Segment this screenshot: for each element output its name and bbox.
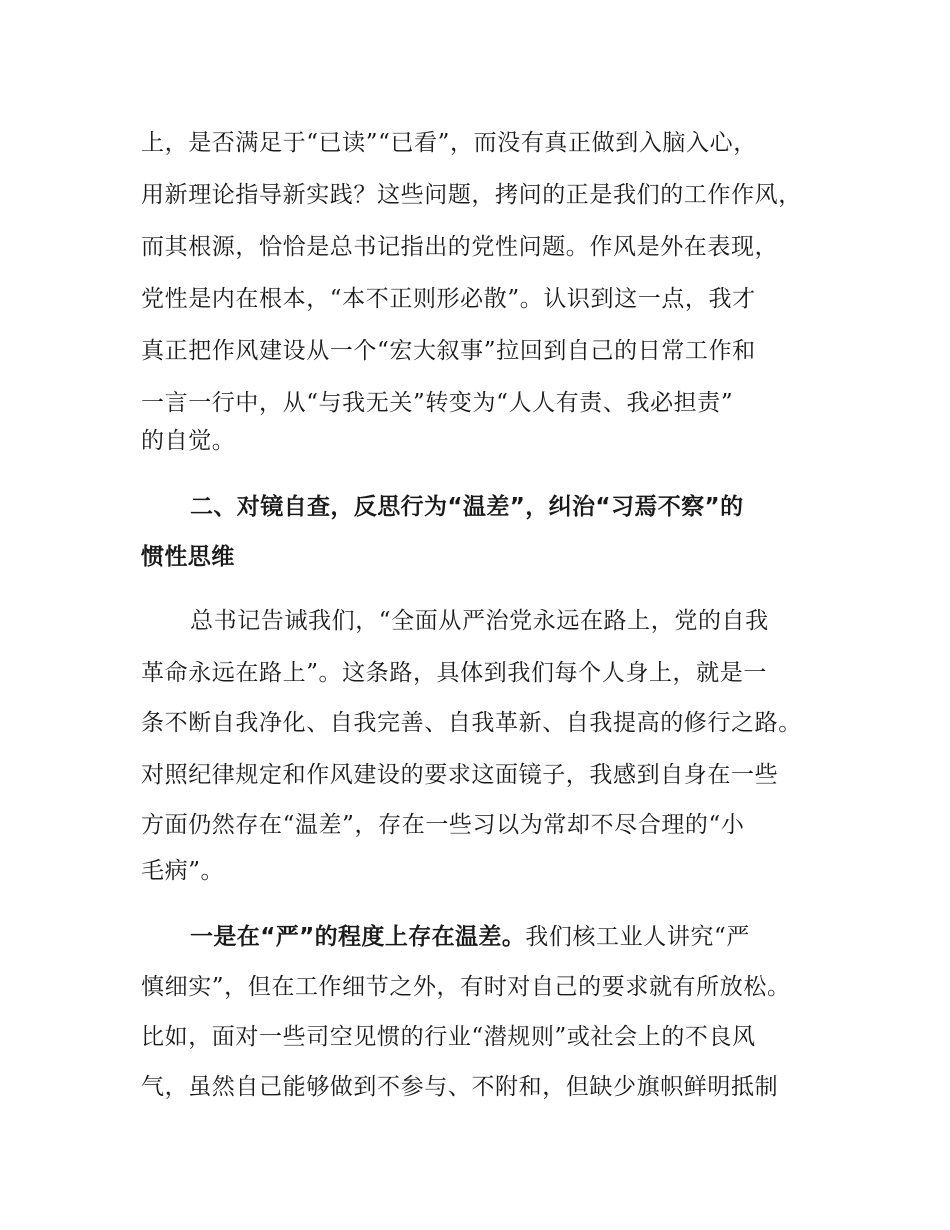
paragraph-line: 而其根源，恰恰是总书记指出的党性问题。作风是外在表现，	[141, 234, 779, 260]
paragraph-line-rest: 我们核工业人讲究“严	[525, 924, 750, 950]
section-heading: 惯性思维	[141, 544, 235, 570]
paragraph-line: 上，是否满足于“已读”“已看”，而没有真正做到入脑入心，	[141, 130, 757, 156]
paragraph-line: 气，虽然自己能够做到不参与、不附和，但缺少旗帜鲜明抵制	[141, 1074, 779, 1100]
paragraph-line: 条不断自我净化、自我完善、自我革新、自我提高的修行之路。	[141, 710, 802, 736]
paragraph-line: 真正把作风建设从一个“宏大叙事”拉回到自己的日常工作和	[141, 338, 756, 364]
paragraph-line: 党性是内在根本，“本不正则形必散”。认识到这一点，我才	[141, 286, 756, 312]
paragraph-line: 方面仍然存在“温差”，存在一些习以为常却不尽合理的“小	[141, 812, 745, 838]
paragraph-lead-bold: 一是在“严”的程度上存在温差。	[190, 924, 526, 950]
paragraph-line: 用新理论指导新实践？这些问题，拷问的正是我们的工作作风，	[141, 182, 802, 208]
paragraph-line: 一言一行中，从“与我无关”转变为“人人有责、我必担责”	[141, 390, 734, 416]
paragraph-first-line	[190, 922, 750, 952]
paragraph-line: 慎细实”，但在工作细节之外，有时对自己的要求就有所放松。	[141, 974, 791, 1000]
paragraph-line: 的自觉。	[141, 428, 236, 454]
paragraph-line: 对照纪律规定和作风建设的要求这面镜子，我感到自身在一些	[141, 762, 779, 788]
section-heading: 二、对镜自查，反思行为“温差”，纠治“习焉不察”的	[190, 494, 744, 520]
paragraph-line: 毛病”。	[141, 858, 225, 884]
paragraph-line: 比如，面对一些司空见惯的行业“潜规则”或社会上的不良风	[141, 1024, 756, 1050]
paragraph-line: 革命永远在路上”。这条路，具体到我们每个人身上，就是一	[141, 660, 767, 686]
paragraph-line: 总书记告诫我们，“全面从严治党永远在路上，党的自我	[190, 608, 769, 634]
